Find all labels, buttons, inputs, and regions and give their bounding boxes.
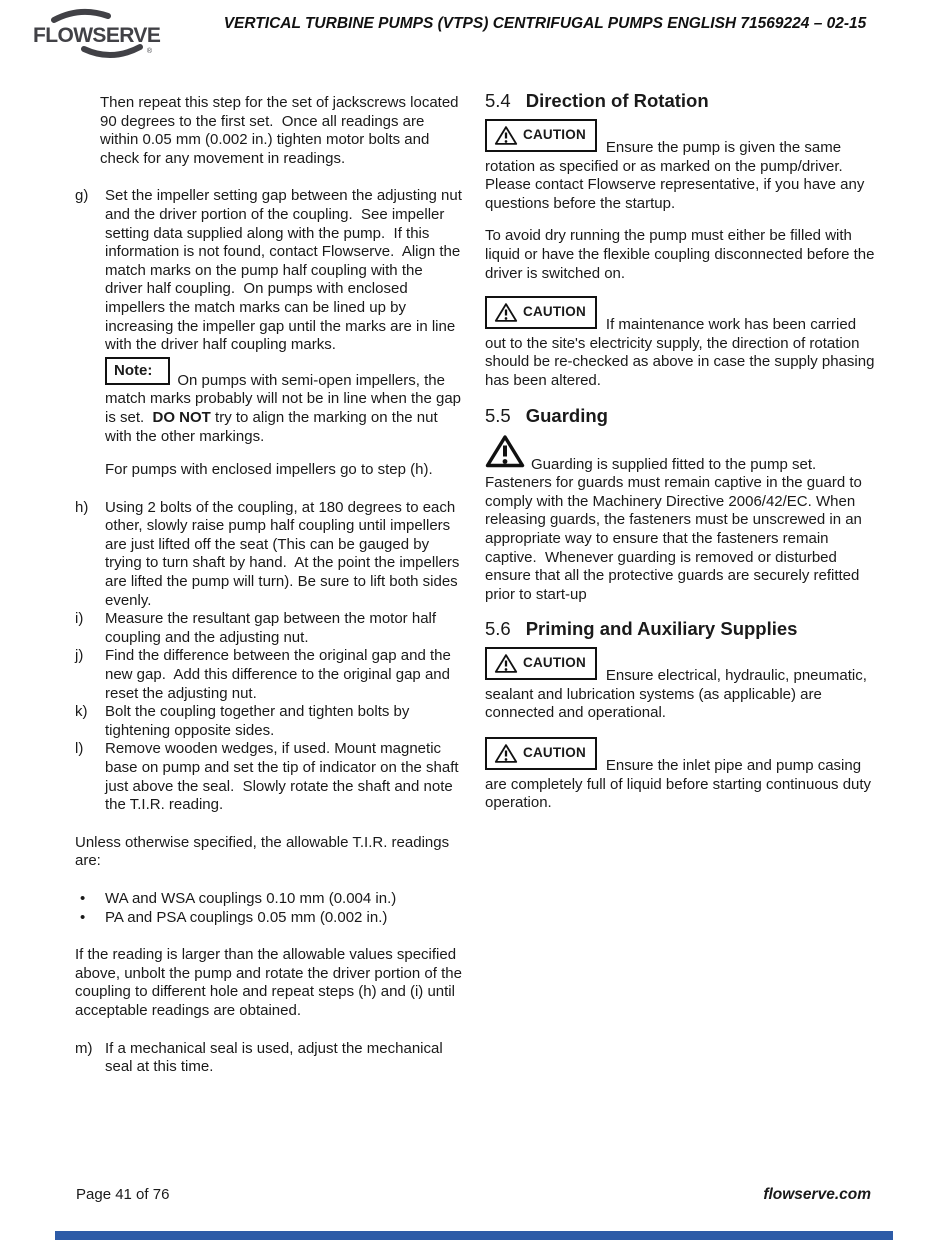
warning-triangle-icon bbox=[485, 434, 525, 469]
caution-paragraph bbox=[485, 737, 878, 813]
registered-mark: ® bbox=[146, 48, 152, 55]
caution-label: CAUTION bbox=[523, 127, 586, 143]
list-letter: g) bbox=[75, 187, 89, 205]
list-item-m bbox=[75, 1040, 464, 1077]
caution-paragraph bbox=[485, 296, 878, 390]
warning-triangle-icon bbox=[494, 125, 518, 146]
caution-box bbox=[485, 647, 597, 680]
item-i-text: Measure the resultant gap between the motor half coupling and the adjusting nut. bbox=[105, 610, 441, 646]
intro-paragraph: Then repeat this step for the set of jackscrews located 90 degrees to the first set. Once all readings are within 0.05 mm (0.002 in.) tighten motor bolts and check for any movement in readings. bbox=[100, 94, 463, 167]
caution-label: CAUTION bbox=[523, 655, 586, 671]
caution-text: If maintenance work has been carried out to the site's electricity supply, the direction of rotation should be re-checked as above in case the supply phasing has been altered. bbox=[485, 316, 879, 389]
list-letter: l) bbox=[75, 740, 84, 758]
footer-blue-bar bbox=[55, 1231, 893, 1240]
bullet-item bbox=[75, 890, 464, 909]
section-heading-5-6 bbox=[485, 618, 878, 640]
caution-text: Ensure the inlet pipe and pump casing are completely full of liquid before starting continuous duty operation. bbox=[485, 757, 876, 812]
caution-text: Ensure electrical, hydraulic, pneumatic, sealant and lubrication systems (as applicable) are connected and operational. bbox=[485, 667, 872, 722]
section-number: 5.6 bbox=[485, 618, 511, 640]
caution-paragraph bbox=[485, 119, 878, 213]
note-text-pre: On pumps with semi-open impellers, the match marks probably will not be in line when the gap is set. bbox=[105, 371, 466, 426]
list-letter: j) bbox=[75, 647, 84, 665]
note-box: Note: bbox=[105, 357, 170, 385]
list-letter: h) bbox=[75, 498, 89, 516]
list-item-body bbox=[105, 187, 467, 479]
section-number: 5.5 bbox=[485, 404, 511, 426]
note-paragraph bbox=[105, 357, 464, 446]
caution-label: CAUTION bbox=[523, 745, 586, 761]
document-header-title: VERTICAL TURBINE PUMPS (VTPS) CENTRIFUGAL PUMPS ENGLISH 71569224 – 02-15 bbox=[223, 15, 867, 32]
guarding-text: Guarding is supplied fitted to the pump set. Fasteners for guards must remain captive in the guard to comply with the Machinery Directive 2006/42/EC. When releasing guards, the fasteners must be unscrewed in an appropriate way to ensure that the fasteners remain captive. Whenever guarding is removed or disturbed ensure that all the protective guards are securely refitted prior to start-up bbox=[485, 455, 867, 603]
list-letter: m) bbox=[75, 1039, 93, 1057]
warning-triangle-icon bbox=[494, 743, 518, 764]
page-number: Page 41 of 76 bbox=[76, 1186, 170, 1203]
section-title: Direction of Rotation bbox=[525, 90, 709, 111]
list-letter: k) bbox=[75, 703, 88, 721]
list-item-g bbox=[75, 187, 467, 479]
bullet-item bbox=[75, 909, 464, 928]
section-number: 5.4 bbox=[485, 90, 511, 111]
list-item-h bbox=[75, 499, 464, 611]
warning-triangle-icon bbox=[494, 653, 518, 674]
dry-running-paragraph: To avoid dry running the pump must either be filled with liquid or have the flexible coupling disconnected before the driver is switched on. bbox=[485, 227, 879, 282]
list-item-i bbox=[75, 610, 464, 647]
bullet-text: WA and WSA couplings 0.10 mm (0.004 in.) bbox=[105, 889, 397, 907]
reading-paragraph: If the reading is larger than the allowable values specified above, unbolt the pump and rotate the driver portion of the coupling to different hole and repeat steps (h) and (i) until acceptable readings are obtained. bbox=[75, 946, 467, 1019]
tir-paragraph: Unless otherwise specified, the allowable T.I.R. readings are: bbox=[75, 833, 454, 870]
caution-box bbox=[485, 119, 597, 152]
list-letter: i) bbox=[75, 610, 84, 628]
item-k-text: Bolt the coupling together and tighten bolts by tightening opposite sides. bbox=[105, 703, 414, 739]
warning-triangle-icon bbox=[494, 302, 518, 323]
flowserve-logo-text: FLOWSERVE bbox=[33, 24, 161, 47]
list-item-l bbox=[75, 740, 464, 814]
caution-label: CAUTION bbox=[523, 304, 586, 320]
item-l-text: Remove wooden wedges, if used. Mount magnetic base on pump and set the tip of indicator on the shaft just above the seal. Slowly rotate the shaft and note the T.I.R. reading. bbox=[105, 740, 463, 814]
flowserve-logo bbox=[30, 5, 161, 61]
section-title: Priming and Auxiliary Supplies bbox=[525, 618, 798, 640]
left-column bbox=[75, 94, 467, 1077]
item-g-text: Set the impeller setting gap between the adjusting nut and the driver portion of the coupling. See impeller setting data supplied along with the pump. If this information is not found, contact Flowserve. Align the match marks on the pump half coupling with the driver half coupling. On pumps with enclosed impellers the match marks can be lined up by increasing the impeller gap until the marks are in line with the driver half coupling marks. bbox=[105, 187, 467, 354]
caution-paragraph bbox=[485, 647, 878, 723]
bullet-text: PA and PSA couplings 0.05 mm (0.002 in.) bbox=[105, 908, 388, 926]
note-text-post: try to align the marking on the nut with the other markings. bbox=[105, 408, 442, 445]
guarding-paragraph bbox=[485, 434, 878, 605]
list-item-k bbox=[75, 703, 464, 740]
caution-box bbox=[485, 296, 597, 329]
section-heading-5-4 bbox=[485, 90, 878, 112]
item-g-after-note: For pumps with enclosed impellers go to step (h). bbox=[105, 461, 433, 479]
bullet-icon: • bbox=[80, 908, 86, 926]
list-item-j bbox=[75, 647, 464, 703]
caution-text: Ensure the pump is given the same rotation as specified or as marked on the pump/driver. Please contact Flowserve representative, if you have any questions before the startup. bbox=[485, 139, 869, 212]
section-heading-5-5 bbox=[485, 405, 878, 427]
caution-box bbox=[485, 737, 597, 770]
item-j-text: Find the difference between the original gap and the new gap. Add this difference to the original gap and reset the adjusting nut. bbox=[105, 647, 455, 702]
footer-website: flowserve.com bbox=[763, 1186, 871, 1203]
bullet-icon: • bbox=[80, 889, 86, 907]
section-title: Guarding bbox=[525, 404, 608, 426]
right-column bbox=[485, 90, 878, 827]
note-text-bold: DO NOT bbox=[152, 408, 211, 426]
item-m-text: If a mechanical seal is used, adjust the mechanical seal at this time. bbox=[105, 1039, 447, 1076]
item-h-text: Using 2 bolts of the coupling, at 180 degrees to each other, slowly raise pump half coupling until impellers are just lifted off the seat (This can be gauged by trying to turn shaft by hand. At the point the impellers are lifted the pump will turn). Be sure to lift both sides evenly. bbox=[105, 498, 464, 609]
